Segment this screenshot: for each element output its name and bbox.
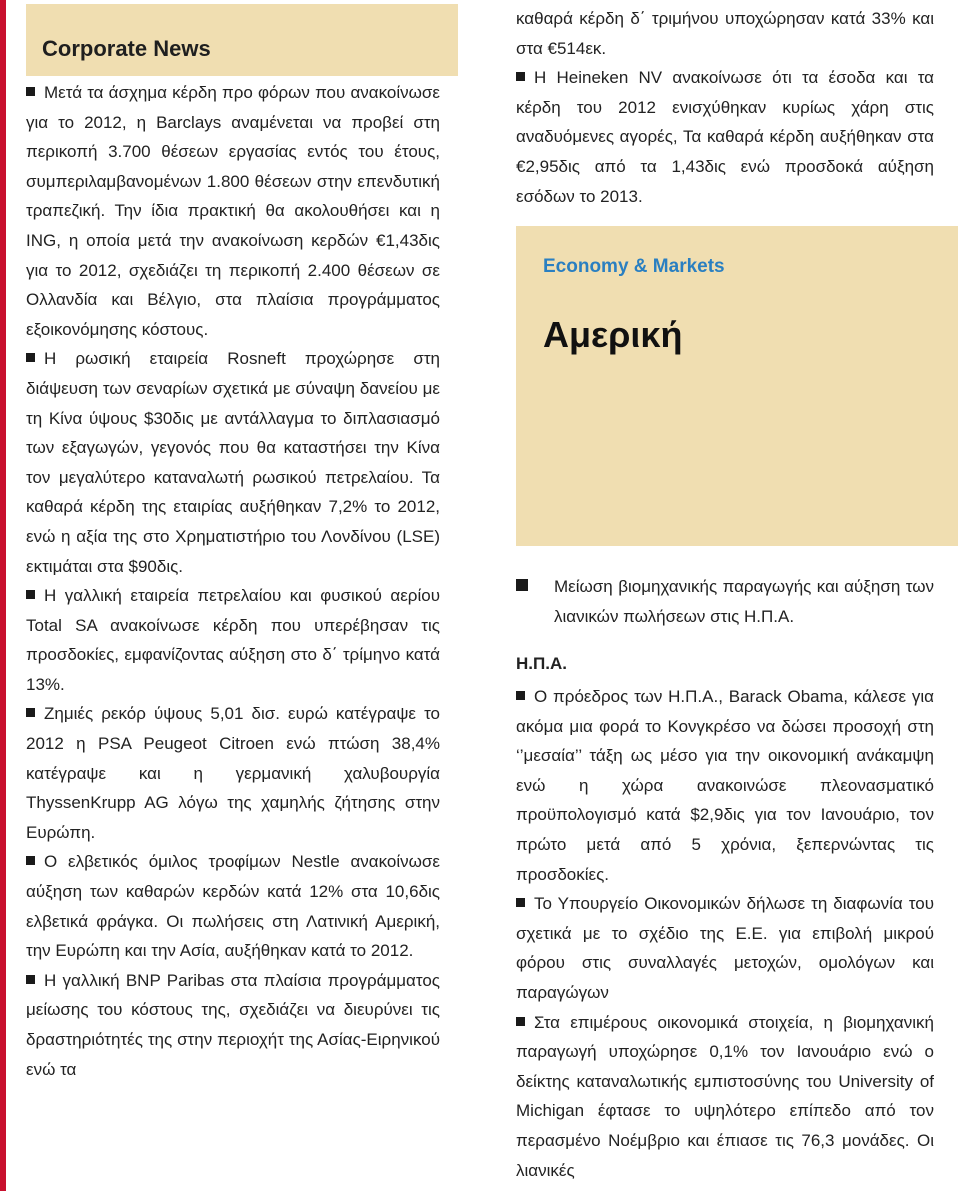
bullet-icon: [516, 898, 525, 907]
bullet-icon: [516, 1017, 525, 1026]
right-top-text: [516, 4, 934, 211]
news-paragraph: Ο ελβετικός όμιλος τροφίμων Nestle ανακοίνωσε αύξηση των καθαρών κερδών κατά 12% στα 10,6δις ελβετικά φράγκα. Οι πωλήσεις στη Λατινική Αμερική, την Ευρώπη και την Ασία, αυξήθηκαν κατά το 2012.: [26, 852, 440, 961]
corporate-news-title: Corporate News: [42, 36, 211, 61]
bullet-icon: [26, 708, 35, 717]
news-paragraph: Η Heineken NV ανακοίνωσε ότι τα έσοδα και τα κέρδη του 2012 ενισχύθηκαν κυρίως χάρη στις αναδυόμενες αγορές, Τα καθαρά κέρδη αυξήθηκαν στα €2,95δις από τα 1,43δις ενώ προσδοκά αύξηση εσόδων το 2013.: [516, 68, 934, 206]
usa-news-body: [516, 682, 934, 1185]
news-paragraph: Το Υπουργείο Οικονομικών δήλωσε τη διαφωνία του σχετικά με το σχέδιο της Ε.Ε. για επιβολή μικρού φόρου στις συναλλαγές μετοχών, ομολόγων και παραγώγων: [516, 894, 934, 1002]
bullet-icon: [26, 353, 35, 362]
square-bullet-icon: [516, 579, 528, 591]
economy-markets-label: Economy & Markets: [543, 256, 725, 277]
news-continuation: καθαρά κέρδη δ΄ τριμήνου υποχώρησαν κατά 33% και στα €514εκ.: [516, 9, 934, 58]
bullet-icon: [26, 856, 35, 865]
economy-markets-box: [516, 226, 958, 546]
summary-point: Μείωση βιομηχανικής παραγωγής και αύξηση των λιανικών πωλήσεων στις Η.Π.Α.: [516, 572, 934, 631]
section-heading: Αμερική: [543, 314, 683, 355]
corporate-news-body: [26, 78, 440, 1084]
news-paragraph: Στα επιμέρους οικονομικά στοιχεία, η βιομηχανική παραγωγή υποχώρησε 0,1% τον Ιανουάριο ενώ ο δείκτης καταναλωτικής εμπιστοσύνης του University of Michigan έφτασε το υψηλότερο επίπεδο από τον περασμένο Νοέμβριο και έπιασε τις 76,3 μονάδες. Οι λιανικές: [516, 1012, 934, 1180]
left-accent-bar: [0, 0, 6, 1191]
corporate-news-header: [26, 4, 458, 76]
bullet-icon: [26, 590, 35, 599]
bullet-icon: [516, 691, 525, 700]
news-paragraph: Μετά τα άσχημα κέρδη προ φόρων που ανακοίνωσε για το 2012, η Barclays αναμένεται να προβεί στη περικοπή 3.700 θέσεων εργασίας εντός του έτους, συμπεριλαμβανομένων 1.800 θέσεων στην επενδυτική τραπεζική. Την ίδια πρακτική θα ακολουθήσει και η ING, η οποία μετά την ανακοίνωση κερδών €1,43δις για το 2012, σχεδιάζει τη περικοπή 2.400 θέσεων σε Ολλανδία και Βέλγιο, στα πλαίσια προγράμματος εξοικονόμησης κόστους.: [26, 83, 440, 339]
news-paragraph: Ο πρόεδρος των Η.Π.Α., Barack Obama, κάλεσε για ακόμα μια φορά το Κονγκρέσο να δώσει προσοχή στη ‘’μεσαία’’ τάξη ως μέσο για την οικονομική ανάκαμψη ενώ η χώρα ανακοινώσε πλεονασματικό προϋπολογισμό κατά $2,9δις για τον Ιανουάριο, τον πρώτο μετά από 5 χρόνια, ξεπερνώντας τις προσδοκίες.: [516, 687, 934, 884]
bullet-icon: [26, 87, 35, 96]
bullet-icon: [516, 72, 525, 81]
news-paragraph: Ζημιές ρεκόρ ύψους 5,01 δισ. ευρώ κατέγραψε το 2012 η PSA Peugeot Citroen ενώ πτώση 38,4% κατέγραψε και η γερμανική χαλυβουργία ThyssenKrupp AG λόγω της χαμηλής ζήτησης στην Ευρώπη.: [26, 704, 440, 842]
usa-title: Η.Π.Α.: [516, 654, 567, 673]
news-paragraph: Η ρωσική εταιρεία Rosneft προχώρησε στη διάψευση των σεναρίων σχετικά με σύναψη δανείου με τη Κίνα ύψους $30δις με αντάλλαγμα το διπλασιασμό των εξαγωγών, γεγονός που θα καταστήσει την Κίνα τον μεγαλύτερο καταναλωτή ρωσικού πετρελαίου. Τα καθαρά κέρδη της εταιρίας αυξήθηκαν 7,2% το 2012, ενώ η αξία της στο Χρηματιστήριο του Λονδίνου (LSE) εκτιμάται στα $90δις.: [26, 349, 440, 576]
news-paragraph: Η γαλλική BNP Paribas στα πλαίσια προγράμματος μείωσης του κόστους της, σχεδιάζει να διευρύνει τις δραστηριότητές της στην περιοχήτ της Ασίας-Ειρηνικού ενώ τα: [26, 970, 440, 1079]
bullet-icon: [26, 975, 35, 984]
news-paragraph: Η γαλλική εταιρεία πετρελαίου και φυσικού αερίου Total SA ανακοίνωσε κέρδη που υπερέβησαν τις προσδοκίες, εμφανίζοντας αύξηση στο δ΄ τρίμηνο κατά 13%.: [26, 586, 440, 694]
